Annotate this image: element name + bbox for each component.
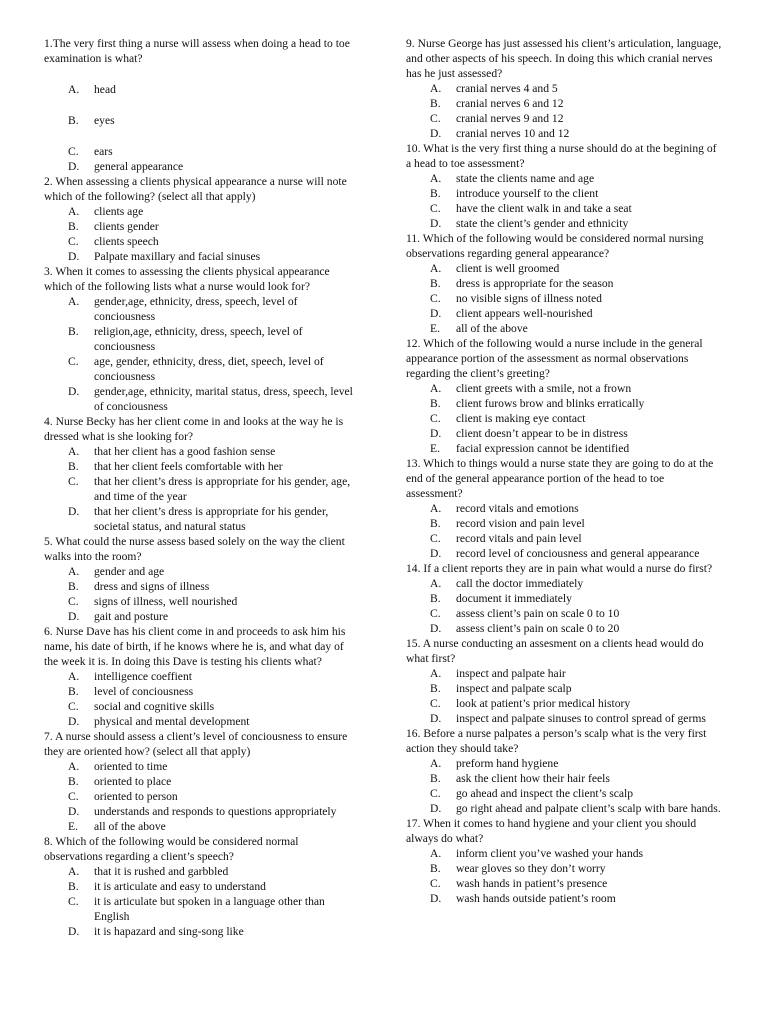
- option-letter: A.: [68, 295, 80, 308]
- question-text: 4. Nurse Becky has her client come in and looks at the way he is dressed what is she looking for?: [44, 415, 344, 443]
- option-text: inform client you’ve washed your hands: [456, 847, 644, 860]
- option-letter: C.: [68, 475, 79, 488]
- question-block: [406, 36, 722, 141]
- answer-option: [406, 891, 722, 906]
- option-letter: C.: [68, 700, 79, 713]
- answer-option: [406, 81, 722, 96]
- question-text: 17. When it comes to hand hygiene and your client you should always do what?: [406, 817, 697, 845]
- option-letter: B.: [68, 685, 79, 698]
- answer-options: [406, 576, 722, 636]
- option-letter: D.: [430, 217, 442, 230]
- option-text: introduce yourself to the client: [456, 187, 599, 200]
- option-text: eyes: [94, 114, 115, 127]
- option-text: that her client’s dress is appropriate for his gender, age, and time of the year: [94, 475, 351, 503]
- option-text: gender,age, ethnicity, marital status, dress, speech, level of conciousness: [94, 385, 353, 413]
- answer-options: [406, 81, 722, 141]
- option-letter: E.: [430, 442, 440, 455]
- option-text: record vision and pain level: [456, 517, 585, 530]
- question-block: [44, 534, 354, 624]
- answer-options: [406, 381, 722, 456]
- answer-option: [406, 291, 722, 306]
- question-text: 12. Which of the following would a nurse include in the general appearance portion of the assessment as normal observations regarding the client’s greeting?: [406, 337, 703, 380]
- answer-option: [406, 786, 722, 801]
- question-text: 7. A nurse should assess a client’s level of conciousness to ensure they are oriented how? (select all that apply): [44, 730, 348, 758]
- option-text: gender,age, ethnicity, dress, speech, level of conciousness: [94, 295, 298, 323]
- answer-option: [44, 789, 354, 804]
- option-letter: C.: [430, 112, 441, 125]
- right-column: [406, 36, 722, 906]
- answer-option: [44, 879, 354, 894]
- option-text: it is hapazard and sing-song like: [94, 925, 244, 938]
- option-letter: A.: [430, 577, 442, 590]
- answer-options: [44, 759, 354, 834]
- answer-options: [44, 294, 354, 414]
- answer-options: [44, 564, 354, 624]
- answer-option: [44, 459, 354, 474]
- option-letter: A.: [430, 502, 442, 515]
- option-text: cranial nerves 9 and 12: [456, 112, 564, 125]
- answer-option: [406, 321, 722, 336]
- answer-option: [406, 516, 722, 531]
- option-text: client furows brow and blinks erratically: [456, 397, 645, 410]
- option-text: client is well groomed: [456, 262, 560, 275]
- answer-option: [44, 324, 354, 354]
- option-text: client appears well-nourished: [456, 307, 593, 320]
- answer-option: [44, 804, 354, 819]
- option-letter: D.: [430, 307, 442, 320]
- option-text: wash hands in patient’s presence: [456, 877, 608, 890]
- option-letter: B.: [68, 775, 79, 788]
- option-text: Palpate maxillary and facial sinuses: [94, 250, 261, 263]
- answer-option: [406, 396, 722, 411]
- option-letter: D.: [68, 385, 80, 398]
- option-letter: D.: [68, 160, 80, 173]
- answer-option: [44, 924, 354, 939]
- option-letter: C.: [430, 412, 441, 425]
- answer-option: [44, 354, 354, 384]
- question-block: [44, 174, 354, 264]
- answer-option: [44, 564, 354, 579]
- option-letter: A.: [68, 83, 80, 96]
- answer-option: [406, 216, 722, 231]
- option-letter: B.: [430, 772, 441, 785]
- option-text: cranial nerves 10 and 12: [456, 127, 570, 140]
- answer-option: [406, 876, 722, 891]
- option-text: record vitals and emotions: [456, 502, 579, 515]
- answer-option: [44, 384, 354, 414]
- answer-option: [406, 576, 722, 591]
- answer-option: [44, 819, 354, 834]
- question-text: 16. Before a nurse palpates a person’s scalp what is the very first action they should take?: [406, 727, 707, 755]
- question-block: [406, 141, 722, 231]
- option-letter: B.: [68, 220, 79, 233]
- option-text: document it immediately: [456, 592, 572, 605]
- question-text: 10. What is the very first thing a nurse should do at the begining of a head to toe assessment?: [406, 142, 717, 170]
- option-letter: D.: [68, 925, 80, 938]
- answer-options: [406, 666, 722, 726]
- option-letter: A.: [430, 82, 442, 95]
- question-block: [44, 414, 354, 534]
- option-text: clients speech: [94, 235, 159, 248]
- answer-options: [44, 864, 354, 939]
- option-text: social and cognitive skills: [94, 700, 215, 713]
- answer-option: [44, 504, 354, 534]
- option-text: dress and signs of illness: [94, 580, 210, 593]
- option-letter: E.: [68, 820, 78, 833]
- option-letter: D.: [68, 250, 80, 263]
- option-text: wear gloves so they don’t worry: [456, 862, 606, 875]
- answer-option: [406, 861, 722, 876]
- option-letter: B.: [430, 397, 441, 410]
- option-letter: A.: [68, 760, 80, 773]
- option-text: gait and posture: [94, 610, 169, 623]
- answer-option: [44, 864, 354, 879]
- answer-options: [44, 82, 354, 174]
- option-letter: B.: [68, 114, 79, 127]
- option-text: level of conciousness: [94, 685, 194, 698]
- option-text: that her client’s dress is appropriate for his gender, societal status, and natural status: [94, 505, 329, 533]
- answer-option: [406, 696, 722, 711]
- answer-option: [44, 894, 354, 924]
- question-text: 11. Which of the following would be considered normal nursing observations regarding general appearance?: [406, 232, 704, 260]
- option-letter: D.: [430, 622, 442, 635]
- answer-option: [44, 609, 354, 624]
- option-text: it is articulate but spoken in a language other than English: [94, 895, 325, 923]
- answer-option: [406, 681, 722, 696]
- option-letter: D.: [430, 712, 442, 725]
- option-text: oriented to place: [94, 775, 172, 788]
- question-block: [44, 36, 354, 174]
- option-text: facial expression cannot be identified: [456, 442, 630, 455]
- answer-options: [406, 756, 722, 816]
- answer-option: [406, 171, 722, 186]
- option-text: client greets with a smile, not a frown: [456, 382, 632, 395]
- question-block: [44, 624, 354, 729]
- option-letter: A.: [68, 445, 80, 458]
- option-text: oriented to time: [94, 760, 168, 773]
- option-letter: D.: [430, 127, 442, 140]
- question-block: [44, 834, 354, 939]
- option-text: state the client’s gender and ethnicity: [456, 217, 629, 230]
- option-text: signs of illness, well nourished: [94, 595, 238, 608]
- answer-option: [44, 249, 354, 264]
- option-text: it is articulate and easy to understand: [94, 880, 266, 893]
- option-letter: B.: [430, 187, 441, 200]
- answer-option: [406, 501, 722, 516]
- option-letter: A.: [430, 757, 442, 770]
- option-letter: C.: [430, 292, 441, 305]
- option-text: general appearance: [94, 160, 184, 173]
- option-text: that it is rushed and garbbled: [94, 865, 229, 878]
- answer-options: [406, 261, 722, 336]
- option-text: clients gender: [94, 220, 159, 233]
- option-text: head: [94, 83, 116, 96]
- answer-option: [406, 621, 722, 636]
- answer-option: [44, 159, 354, 174]
- option-text: no visible signs of illness noted: [456, 292, 602, 305]
- answer-option: [44, 474, 354, 504]
- answer-option: [44, 579, 354, 594]
- option-letter: E.: [430, 322, 440, 335]
- question-text: 5. What could the nurse assess based solely on the way the client walks into the room?: [44, 535, 345, 563]
- option-text: physical and mental development: [94, 715, 250, 728]
- option-letter: B.: [430, 862, 441, 875]
- question-text: 8. Which of the following would be considered normal observations regarding a client’s speech?: [44, 835, 299, 863]
- option-letter: D.: [430, 547, 442, 560]
- option-text: ears: [94, 145, 113, 158]
- option-letter: D.: [68, 505, 80, 518]
- option-letter: C.: [68, 790, 79, 803]
- option-letter: A.: [430, 667, 442, 680]
- answer-option: [406, 801, 722, 816]
- answer-option: [44, 759, 354, 774]
- option-letter: D.: [430, 892, 442, 905]
- option-letter: B.: [430, 682, 441, 695]
- option-text: record level of conciousness and general appearance: [456, 547, 700, 560]
- question-block: [406, 336, 722, 456]
- option-text: religion,age, ethnicity, dress, speech, level of conciousness: [94, 325, 303, 353]
- question-text: 2. When assessing a clients physical appearance a nurse will note which of the following? (select all that apply): [44, 175, 347, 203]
- question-block: [406, 561, 722, 636]
- option-text: understands and responds to questions appropriately: [94, 805, 337, 818]
- option-text: look at patient’s prior medical history: [456, 697, 631, 710]
- option-letter: B.: [68, 460, 79, 473]
- answer-option: [406, 531, 722, 546]
- answer-options: [406, 171, 722, 231]
- option-text: all of the above: [94, 820, 166, 833]
- answer-options: [44, 204, 354, 264]
- option-letter: D.: [68, 715, 80, 728]
- answer-option: [406, 441, 722, 456]
- option-text: assess client’s pain on scale 0 to 20: [456, 622, 620, 635]
- question-block: [44, 729, 354, 834]
- answer-option: [44, 669, 354, 684]
- question-text: 1.The very first thing a nurse will assess when doing a head to toe examination is what?: [44, 37, 350, 65]
- answer-option: [406, 846, 722, 861]
- question-text: 14. If a client reports they are in pain what would a nurse do first?: [406, 562, 713, 575]
- answer-option: [406, 771, 722, 786]
- answer-option: [406, 201, 722, 216]
- option-text: ask the client how their hair feels: [456, 772, 610, 785]
- question-block: [406, 726, 722, 816]
- question-block: [406, 816, 722, 906]
- option-letter: C.: [430, 202, 441, 215]
- option-letter: A.: [430, 382, 442, 395]
- option-letter: D.: [430, 427, 442, 440]
- option-text: wash hands outside patient’s room: [456, 892, 616, 905]
- option-text: record vitals and pain level: [456, 532, 582, 545]
- option-text: gender and age: [94, 565, 165, 578]
- option-text: all of the above: [456, 322, 528, 335]
- answer-option: [406, 756, 722, 771]
- answer-options: [44, 669, 354, 729]
- option-letter: C.: [68, 235, 79, 248]
- answer-option: [406, 96, 722, 111]
- answer-option: [406, 711, 722, 726]
- option-letter: C.: [68, 355, 79, 368]
- option-letter: B.: [68, 580, 79, 593]
- option-letter: C.: [430, 697, 441, 710]
- answer-option: [44, 294, 354, 324]
- option-letter: A.: [430, 172, 442, 185]
- answer-option: [406, 666, 722, 681]
- option-letter: C.: [68, 595, 79, 608]
- answer-option: [44, 699, 354, 714]
- option-text: inspect and palpate hair: [456, 667, 566, 680]
- left-column: [44, 36, 354, 939]
- option-text: cranial nerves 6 and 12: [456, 97, 564, 110]
- answer-options: [406, 501, 722, 561]
- answer-option: [406, 426, 722, 441]
- option-text: dress is appropriate for the season: [456, 277, 614, 290]
- option-text: oriented to person: [94, 790, 178, 803]
- option-text: inspect and palpate scalp: [456, 682, 572, 695]
- answer-option: [406, 306, 722, 321]
- answer-option: [44, 774, 354, 789]
- answer-option: [406, 276, 722, 291]
- option-letter: B.: [430, 97, 441, 110]
- option-letter: B.: [430, 277, 441, 290]
- option-text: state the clients name and age: [456, 172, 595, 185]
- answer-option: [406, 186, 722, 201]
- option-text: go ahead and inspect the client’s scalp: [456, 787, 634, 800]
- option-letter: C.: [430, 532, 441, 545]
- answer-option: [44, 144, 354, 159]
- answer-option: [406, 111, 722, 126]
- option-text: call the doctor immediately: [456, 577, 584, 590]
- answer-option: [406, 411, 722, 426]
- answer-option: [406, 381, 722, 396]
- option-letter: A.: [68, 205, 80, 218]
- option-text: intelligence coeffient: [94, 670, 192, 683]
- option-text: clients age: [94, 205, 144, 218]
- question-block: [44, 264, 354, 414]
- answer-option: [44, 594, 354, 609]
- option-text: cranial nerves 4 and 5: [456, 82, 558, 95]
- option-letter: B.: [430, 517, 441, 530]
- option-letter: A.: [68, 865, 80, 878]
- option-letter: A.: [68, 670, 80, 683]
- option-letter: A.: [68, 565, 80, 578]
- option-text: inspect and palpate sinuses to control spread of germs: [456, 712, 706, 725]
- question-text: 13. Which to things would a nurse state they are going to do at the end of the general appearance portion of the head to toe assessment?: [406, 457, 714, 500]
- option-letter: A.: [430, 847, 442, 860]
- answer-option: [44, 204, 354, 219]
- option-letter: C.: [68, 895, 79, 908]
- answer-option: [406, 546, 722, 561]
- option-text: that her client has a good fashion sense: [94, 445, 276, 458]
- option-letter: D.: [68, 805, 80, 818]
- option-letter: C.: [430, 877, 441, 890]
- answer-option: [44, 444, 354, 459]
- answer-option: [44, 684, 354, 699]
- option-text: have the client walk in and take a seat: [456, 202, 632, 215]
- question-text: 15. A nurse conducting an assesment on a clients head would do what first?: [406, 637, 704, 665]
- answer-option: [44, 113, 354, 128]
- option-letter: D.: [68, 610, 80, 623]
- option-letter: A.: [430, 262, 442, 275]
- option-letter: B.: [430, 592, 441, 605]
- option-text: client doesn’t appear to be in distress: [456, 427, 628, 440]
- answer-option: [406, 126, 722, 141]
- option-letter: C.: [430, 787, 441, 800]
- question-text: 9. Nurse George has just assessed his client’s articulation, language, and other aspects of his speech. In doing this which cranial nerves has he just assessed?: [406, 37, 722, 80]
- option-text: client is making eye contact: [456, 412, 586, 425]
- question-text: 3. When it comes to assessing the clients physical appearance which of the following lists what a nurse would look for?: [44, 265, 330, 293]
- answer-options: [44, 444, 354, 534]
- answer-option: [44, 219, 354, 234]
- option-text: go right ahead and palpate client’s scalp with bare hands.: [456, 802, 721, 815]
- option-text: assess client’s pain on scale 0 to 10: [456, 607, 620, 620]
- question-block: [406, 231, 722, 336]
- option-text: that her client feels comfortable with her: [94, 460, 283, 473]
- option-text: preform hand hygiene: [456, 757, 559, 770]
- answer-option: [406, 591, 722, 606]
- question-block: [406, 636, 722, 726]
- option-letter: C.: [430, 607, 441, 620]
- option-letter: C.: [68, 145, 79, 158]
- option-letter: B.: [68, 880, 79, 893]
- question-block: [406, 456, 722, 561]
- question-text: 6. Nurse Dave has his client come in and proceeds to ask him his name, his date of birth, if he knows where he is, and what day of the week it is. In doing this Dave is testing his clients what?: [44, 625, 346, 668]
- answer-option: [44, 234, 354, 249]
- answer-option: [44, 82, 354, 97]
- option-text: age, gender, ethnicity, dress, diet, speech, level of conciousness: [94, 355, 324, 383]
- answer-options: [406, 846, 722, 906]
- option-letter: B.: [68, 325, 79, 338]
- answer-option: [406, 261, 722, 276]
- answer-option: [406, 606, 722, 621]
- answer-option: [44, 714, 354, 729]
- option-letter: D.: [430, 802, 442, 815]
